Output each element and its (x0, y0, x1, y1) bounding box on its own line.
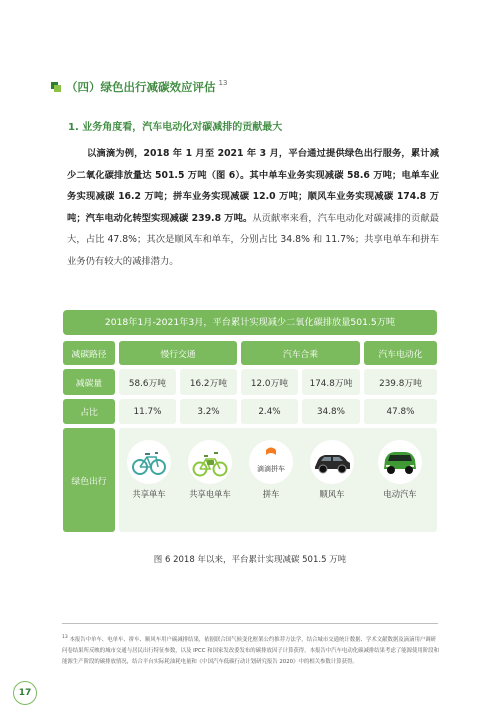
electric-car-icon (378, 440, 422, 484)
mode-item-ebike (180, 440, 240, 500)
figure-banner: 2018年1月-2021年3月，平台累计实现减少二氧化碳排放量501.5万吨 (63, 310, 437, 335)
figure-caption: 图 6 2018 年以来，平台累计实现减碳 501.5 万吨 (153, 555, 347, 565)
row-label-share: 占比 (63, 399, 115, 424)
paragraph-rest: 从贡献率来看，汽车电动化对碳减排的贡献最大，占比 47.8%；其次是顺风车和单车，分别占比 34.8% 和 11.7%；共享电单车和拼车业务仍有较大的减排潜力。 (67, 212, 439, 267)
footnote (62, 632, 440, 668)
reduction-bike: 58.6万吨 (119, 369, 176, 395)
table-header-row (63, 341, 437, 365)
row-label-reduction: 减碳量 (63, 369, 115, 395)
subsection-title: 1. 业务角度看，汽车电动化对碳减排的贡献最大 (68, 122, 283, 133)
table-row-reduction (63, 369, 437, 395)
reduction-ebike: 16.2万吨 (180, 369, 237, 395)
e-bike-icon (188, 440, 232, 484)
table-row-modes (63, 428, 437, 532)
page-number: 17 (13, 681, 37, 705)
mode-item-bike (119, 440, 179, 500)
reduction-carpool: 12.0万吨 (241, 369, 298, 395)
row-label-modes: 绿色出行 (63, 428, 115, 532)
reduction-hitch: 174.8万吨 (302, 369, 360, 395)
section-title: （四）绿色出行减碳效应评估 $^{13}$ (66, 79, 228, 94)
mode-label-bike: 共享单车 (132, 489, 166, 499)
mode-item-hitch (302, 440, 362, 500)
header-electrification: 汽车电动化 (364, 341, 437, 365)
footnote-text: 本报告中单车、电单车、拼车、顺风车用户碳减排结果，依据联合国气候变化框架公约推荐方法学，结合城市交通统计数据、学术文献数据及滴滴用户调研问卷结果所反映的城市交通与居民出行特征参数，以及 IPCC 和国家发改委发布的碳排放因子计算获得。本报告中汽车电动化碳减排结果考虑了能源使用阶段和能源生产阶段的碳排放情况，结合平台实际耗油耗电量和《中国汽车低碳行动计划研究报告 2020》中的相关参数计算获得。 (62, 636, 439, 666)
share-bike: 11.7% (119, 399, 176, 424)
carpool-logo-icon (249, 440, 293, 484)
mode-label-hitch: 顺风车 (319, 489, 345, 499)
header-path: 减碳路径 (63, 341, 115, 365)
bicycle-icon (127, 440, 171, 484)
share-ebike: 3.2% (180, 399, 237, 424)
mode-item-ev (370, 440, 430, 500)
reduction-ev: 239.8万吨 (364, 369, 437, 395)
footnote-ref: 13 (218, 79, 228, 87)
footnote-divider (62, 623, 438, 624)
mode-label-carpool: 拼车 (262, 489, 280, 499)
mode-label-ebike: 共享电单车 (189, 489, 231, 499)
table-row-share (63, 399, 437, 424)
car-icon (310, 440, 354, 484)
mode-item-carpool (241, 440, 301, 500)
header-carpool: 汽车合乘 (241, 341, 360, 365)
body-paragraph (67, 143, 439, 273)
paragraph-lead: 以滴滴为例，2018 年 1 月至 2021 年 3 月，平台通过提供绿色出行服务，累计减少二氧化碳排放量达 501.5 万吨（图 6）。其中单车业务实现减碳 58.6 万吨；电单车业务实现减碳 16.2 万吨；拼车业务实现减碳 12.0 万吨；顺风车业务实现减碳 174.8 万吨；汽车电动化转型实现减碳 239.8 万吨。 (67, 148, 439, 224)
figure-6 (63, 310, 437, 532)
section-marker-icon (51, 82, 61, 92)
mode-label-ev: 电动汽车 (383, 489, 417, 499)
header-slow-traffic: 慢行交通 (119, 341, 237, 365)
share-hitch: 34.8% (302, 399, 360, 424)
share-ev: 47.8% (364, 399, 437, 424)
footnote-number: 13 (62, 635, 68, 640)
carpool-logo-text: 滴滴拼车 (257, 465, 285, 473)
share-carpool: 2.4% (241, 399, 298, 424)
